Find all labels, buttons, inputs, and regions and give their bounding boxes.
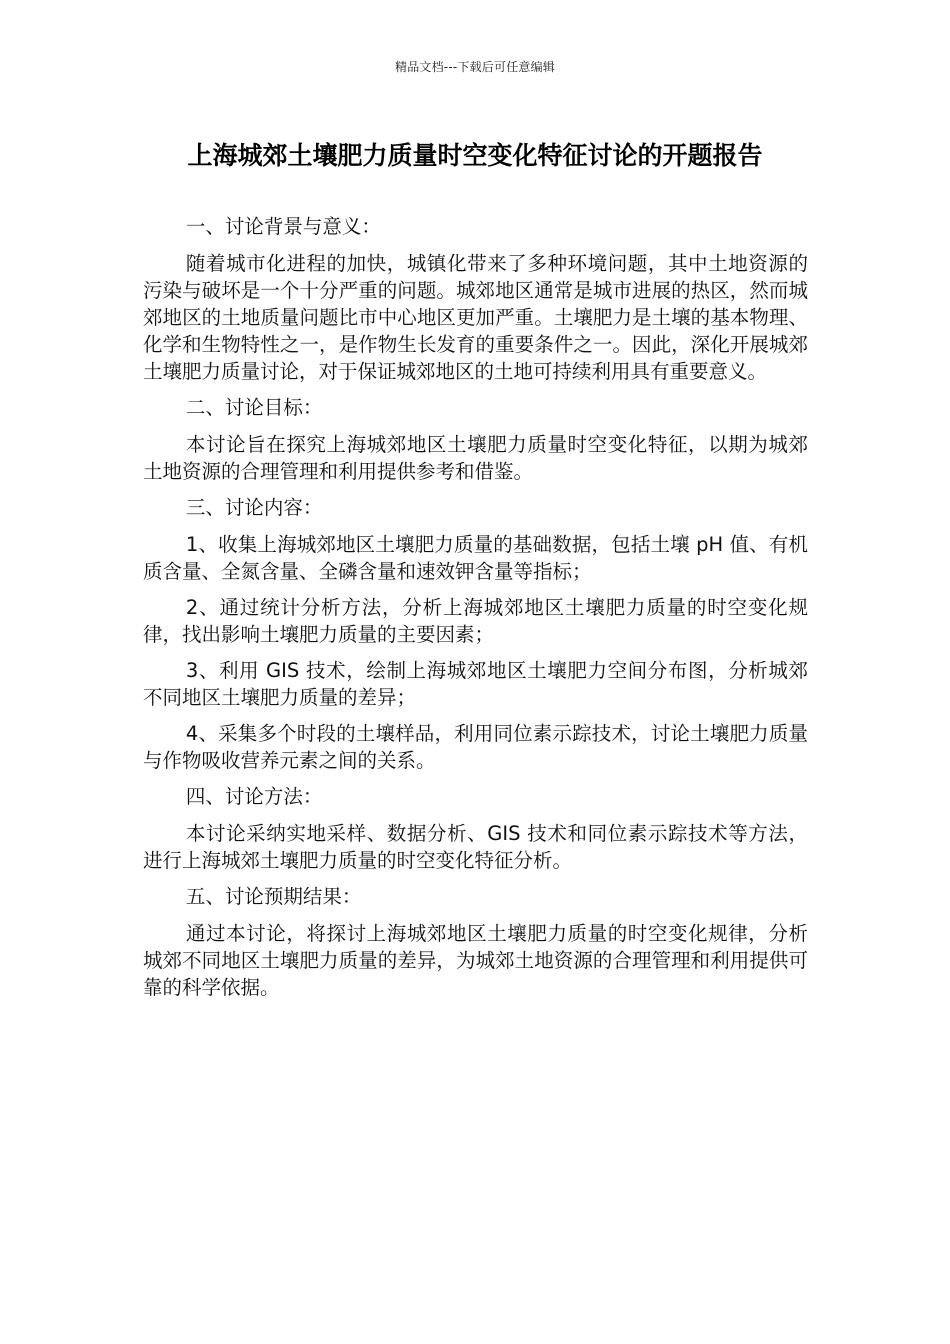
content-item-2: 2、通过统计分析方法，分析上海城郊地区土壤肥力质量的时空变化规律，找出影响土壤肥力质量的主要因素； (143, 596, 808, 646)
document-body (143, 213, 808, 1010)
content-item-4: 4、采集多个时段的土壤样品，利用同位素示踪技术，讨论土壤肥力质量与作物吸收营养元素之间的关系。 (143, 722, 808, 772)
section-heading-goal: 二、讨论目标： (185, 396, 323, 419)
paragraph-background: 随着城市化进程的加快，城镇化带来了多种环境问题，其中土地资源的污染与破坏是一个十分严重的问题。城郊地区通常是城市进展的热区，然而城郊地区的土地质量问题比市中心地区更加严重。土壤肥力是土壤的基本物理、化学和生物特性之一，是作物生长发育的重要条件之一。因此，深化开展城郊土壤肥力质量讨论，对于保证城郊地区的土地可持续利用具有重要意义。 (143, 252, 808, 383)
section-heading-results: 五、讨论预期结果： (185, 885, 362, 908)
section-heading-background: 一、讨论背景与意义： (185, 215, 381, 238)
header-note: 精品文档---下载后可任意编辑 (395, 60, 555, 74)
content-item-1: 1、收集上海城郊地区土壤肥力质量的基础数据，包括土壤 pH 值、有机质含量、全氮含量、全磷含量和速效钾含量等指标； (143, 533, 808, 583)
document-title: 上海城郊土壤肥力质量时空变化特征讨论的开题报告 (187, 141, 763, 170)
paragraph-results: 通过本讨论，将探讨上海城郊地区土壤肥力质量的时空变化规律，分析城郊不同地区土壤肥力质量的差异，为城郊土地资源的合理管理和利用提供可靠的科学依据。 (143, 922, 808, 999)
paragraph-goal: 本讨论旨在探究上海城郊地区土壤肥力质量时空变化特征，以期为城郊土地资源的合理管理和利用提供参考和借鉴。 (143, 433, 808, 483)
paragraph-method: 本讨论采纳实地采样、数据分析、GIS 技术和同位素示踪技术等方法，进行上海城郊土壤肥力质量的时空变化特征分析。 (143, 822, 808, 872)
section-heading-content: 三、讨论内容： (185, 496, 323, 519)
content-item-3: 3、利用 GIS 技术，绘制上海城郊地区土壤肥力空间分布图，分析城郊不同地区土壤肥力质量的差异； (143, 659, 808, 709)
section-heading-method: 四、讨论方法： (185, 785, 323, 808)
